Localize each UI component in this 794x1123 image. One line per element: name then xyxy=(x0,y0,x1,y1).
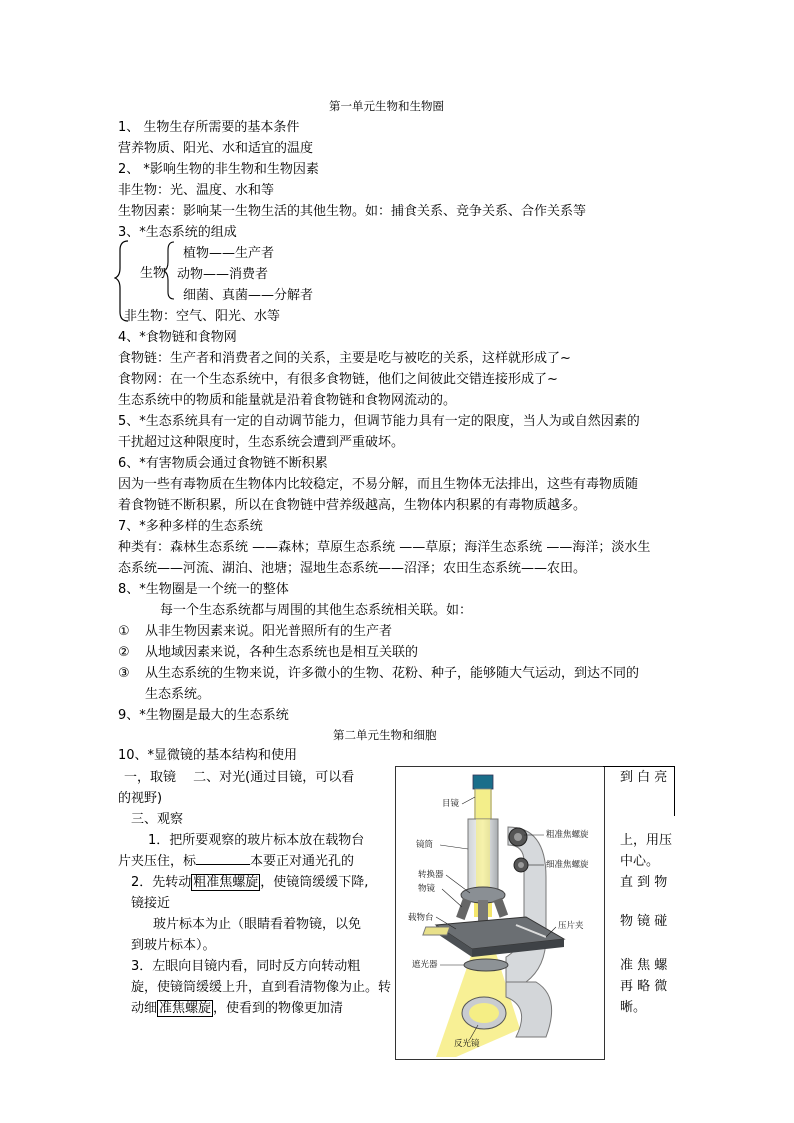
text-line: 生态系统。 xyxy=(145,687,211,702)
text-span: 动细 xyxy=(131,1001,158,1016)
text-span: ，使镜筒缓缓下降, xyxy=(260,875,369,890)
unit2-title: 第二单元生物和细胞 xyxy=(333,728,437,742)
label-condenser: 遮光器 xyxy=(412,960,438,970)
text-line: 8、*生物圈是一个统一的整体 xyxy=(118,582,289,597)
text-line: 种类有：森林生态系统 ——森林；草原生态系统 ——草原；海洋生态系统 ——海洋；淡水生 xyxy=(118,540,651,555)
microscope-figure xyxy=(395,766,605,1060)
list-marker: ③ xyxy=(118,666,130,681)
text-line: 旋，使镜筒缓缓上升，直到看清物像为止。转 xyxy=(131,980,392,995)
text-line xyxy=(131,873,368,893)
unit1-title: 第一单元生物和生物圈 xyxy=(329,99,444,113)
text-line: 3．左眼向目镜内看，同时反方向转动粗 xyxy=(131,959,361,974)
eco-decomposer: 细菌、真菌——分解者 xyxy=(183,288,314,303)
label-fine-focus: 细准焦螺旋 xyxy=(546,860,589,870)
text-line xyxy=(118,852,354,872)
text-line: 生物因素：影响某一生物生活的其他生物。如：捕食关系、竞争关系、合作关系等 xyxy=(118,204,587,219)
eco-producer: 植物——生产者 xyxy=(183,246,275,261)
label-eyepiece: 目镜 xyxy=(442,799,460,809)
text-line: 一，取镜 二、对光(通过目镜，可以看 xyxy=(124,770,355,785)
text-line: 干扰超过这种限度时，生态系统会遭到严重破坏。 xyxy=(118,435,405,450)
label-nosepiece: 转换器 xyxy=(418,870,444,880)
text-line: 直 到 物 xyxy=(620,875,668,890)
text-line: 到 白 亮 xyxy=(620,770,668,785)
text-line: 镜接近 xyxy=(131,896,171,911)
label-tube: 镜筒 xyxy=(416,840,434,850)
label-stage-clip: 压片夹 xyxy=(558,921,584,931)
list-item xyxy=(118,664,639,684)
label-objective: 物镜 xyxy=(418,884,436,894)
text-line: 2、 *影响生物的非生物和生物因素 xyxy=(118,162,319,177)
list-text: 从非生物因素来说。阳光普照所有的生产者 xyxy=(145,624,393,639)
text-line: 再 略 微 xyxy=(620,979,668,994)
label-stage: 载物台 xyxy=(408,913,434,923)
text-line: 1、 生物生存所需要的基本条件 xyxy=(118,120,300,135)
eco-consumer: 动物——消费者 xyxy=(177,267,269,282)
text-box-edge xyxy=(674,766,675,816)
text-line: 营养物质、阳光、水和适宜的温度 xyxy=(118,141,314,156)
text-line: 生态系统中的物质和能量就是沿着食物链和食物网流动的。 xyxy=(118,393,457,408)
text-line: 1．把所要观察的玻片标本放在载物台 xyxy=(148,833,365,848)
text-line: 因为一些有毒物质在生物体内比较稳定，不易分解，而且生物体无法排出，这些有毒物质随 xyxy=(118,477,639,492)
text-line: 非生物：光、温度、水和等 xyxy=(118,183,275,198)
label-coarse-focus: 粗准焦螺旋 xyxy=(546,830,589,840)
text-line: 7、*多种多样的生态系统 xyxy=(118,519,263,534)
text-span: ，使看到的物像更加清 xyxy=(213,1001,344,1016)
text-line: 每一个生态系统都与周围的其他生态系统相关联。如： xyxy=(160,603,473,618)
text-box-top-rule xyxy=(603,766,675,767)
eco-abiotic: 非生物：空气、阳光、水等 xyxy=(124,309,281,324)
list-item xyxy=(118,622,392,642)
text-line: 物 镜 碰 xyxy=(620,914,668,929)
text-line: 10、*显微镜的基本结构和使用 xyxy=(118,748,298,763)
text-line: 的视野) xyxy=(118,791,163,806)
text-line xyxy=(131,999,343,1019)
text-span: 片夹压住，标 xyxy=(118,854,197,869)
text-line: 中心。 xyxy=(620,854,660,869)
text-line: 玻片标本为止（眼睛看着物镜，以免 xyxy=(153,917,362,932)
label-mirror: 反光镜 xyxy=(454,1039,480,1049)
text-line: 9、*生物圈是最大的生态系统 xyxy=(118,708,289,723)
text-line: 食物网：在一个生态系统中，有很多食物链，他们之间彼此交错连接形成了~ xyxy=(118,372,558,387)
text-line: 6、*有害物质会通过食物链不断积累 xyxy=(118,456,328,471)
text-line: 4、*食物链和食物网 xyxy=(118,330,237,345)
boxed-term: 粗准焦螺旋 xyxy=(193,875,259,890)
list-marker: ② xyxy=(118,645,130,660)
text-line: 准 焦 螺 xyxy=(620,958,668,973)
text-line: 晰。 xyxy=(620,1000,647,1015)
text-line: 3、*生态系统的组成 xyxy=(118,225,237,240)
list-marker: ① xyxy=(118,624,130,639)
boxed-term: 准焦螺旋 xyxy=(159,1001,212,1016)
list-text: 从生态系统的生物来说，许多微小的生物、花粉、种子，能够随大气运动，到达不同的 xyxy=(145,666,640,681)
text-line: 上，用压 xyxy=(620,833,673,848)
text-line: 态系统——河流、湖泊、池塘；湿地生态系统——沼泽；农田生态系统——农田。 xyxy=(118,561,587,576)
text-line: 三、观察 xyxy=(131,812,184,827)
text-line: 食物链：生产者和消费者之间的关系，主要是吃与被吃的关系，这样就形成了~ xyxy=(118,351,571,366)
text-line: 5、*生态系统具有一定的自动调节能力，但调节能力具有一定的限度，当人为或自然因素的 xyxy=(118,414,640,429)
eco-biotic-label: 生物 xyxy=(140,266,167,281)
list-item xyxy=(118,643,418,663)
text-span: 本要正对通光孔的 xyxy=(250,854,355,869)
blank-underline xyxy=(196,852,250,865)
text-line: 到玻片标本）。 xyxy=(131,938,216,953)
text-line: 着食物链不断积累，所以在食物链中营养级越高，生物体内积累的有毒物质越多。 xyxy=(118,498,587,513)
list-text: 从地域因素来说，各种生态系统也是相互关联的 xyxy=(145,645,419,660)
text-span: 2．先转动 xyxy=(131,875,192,890)
